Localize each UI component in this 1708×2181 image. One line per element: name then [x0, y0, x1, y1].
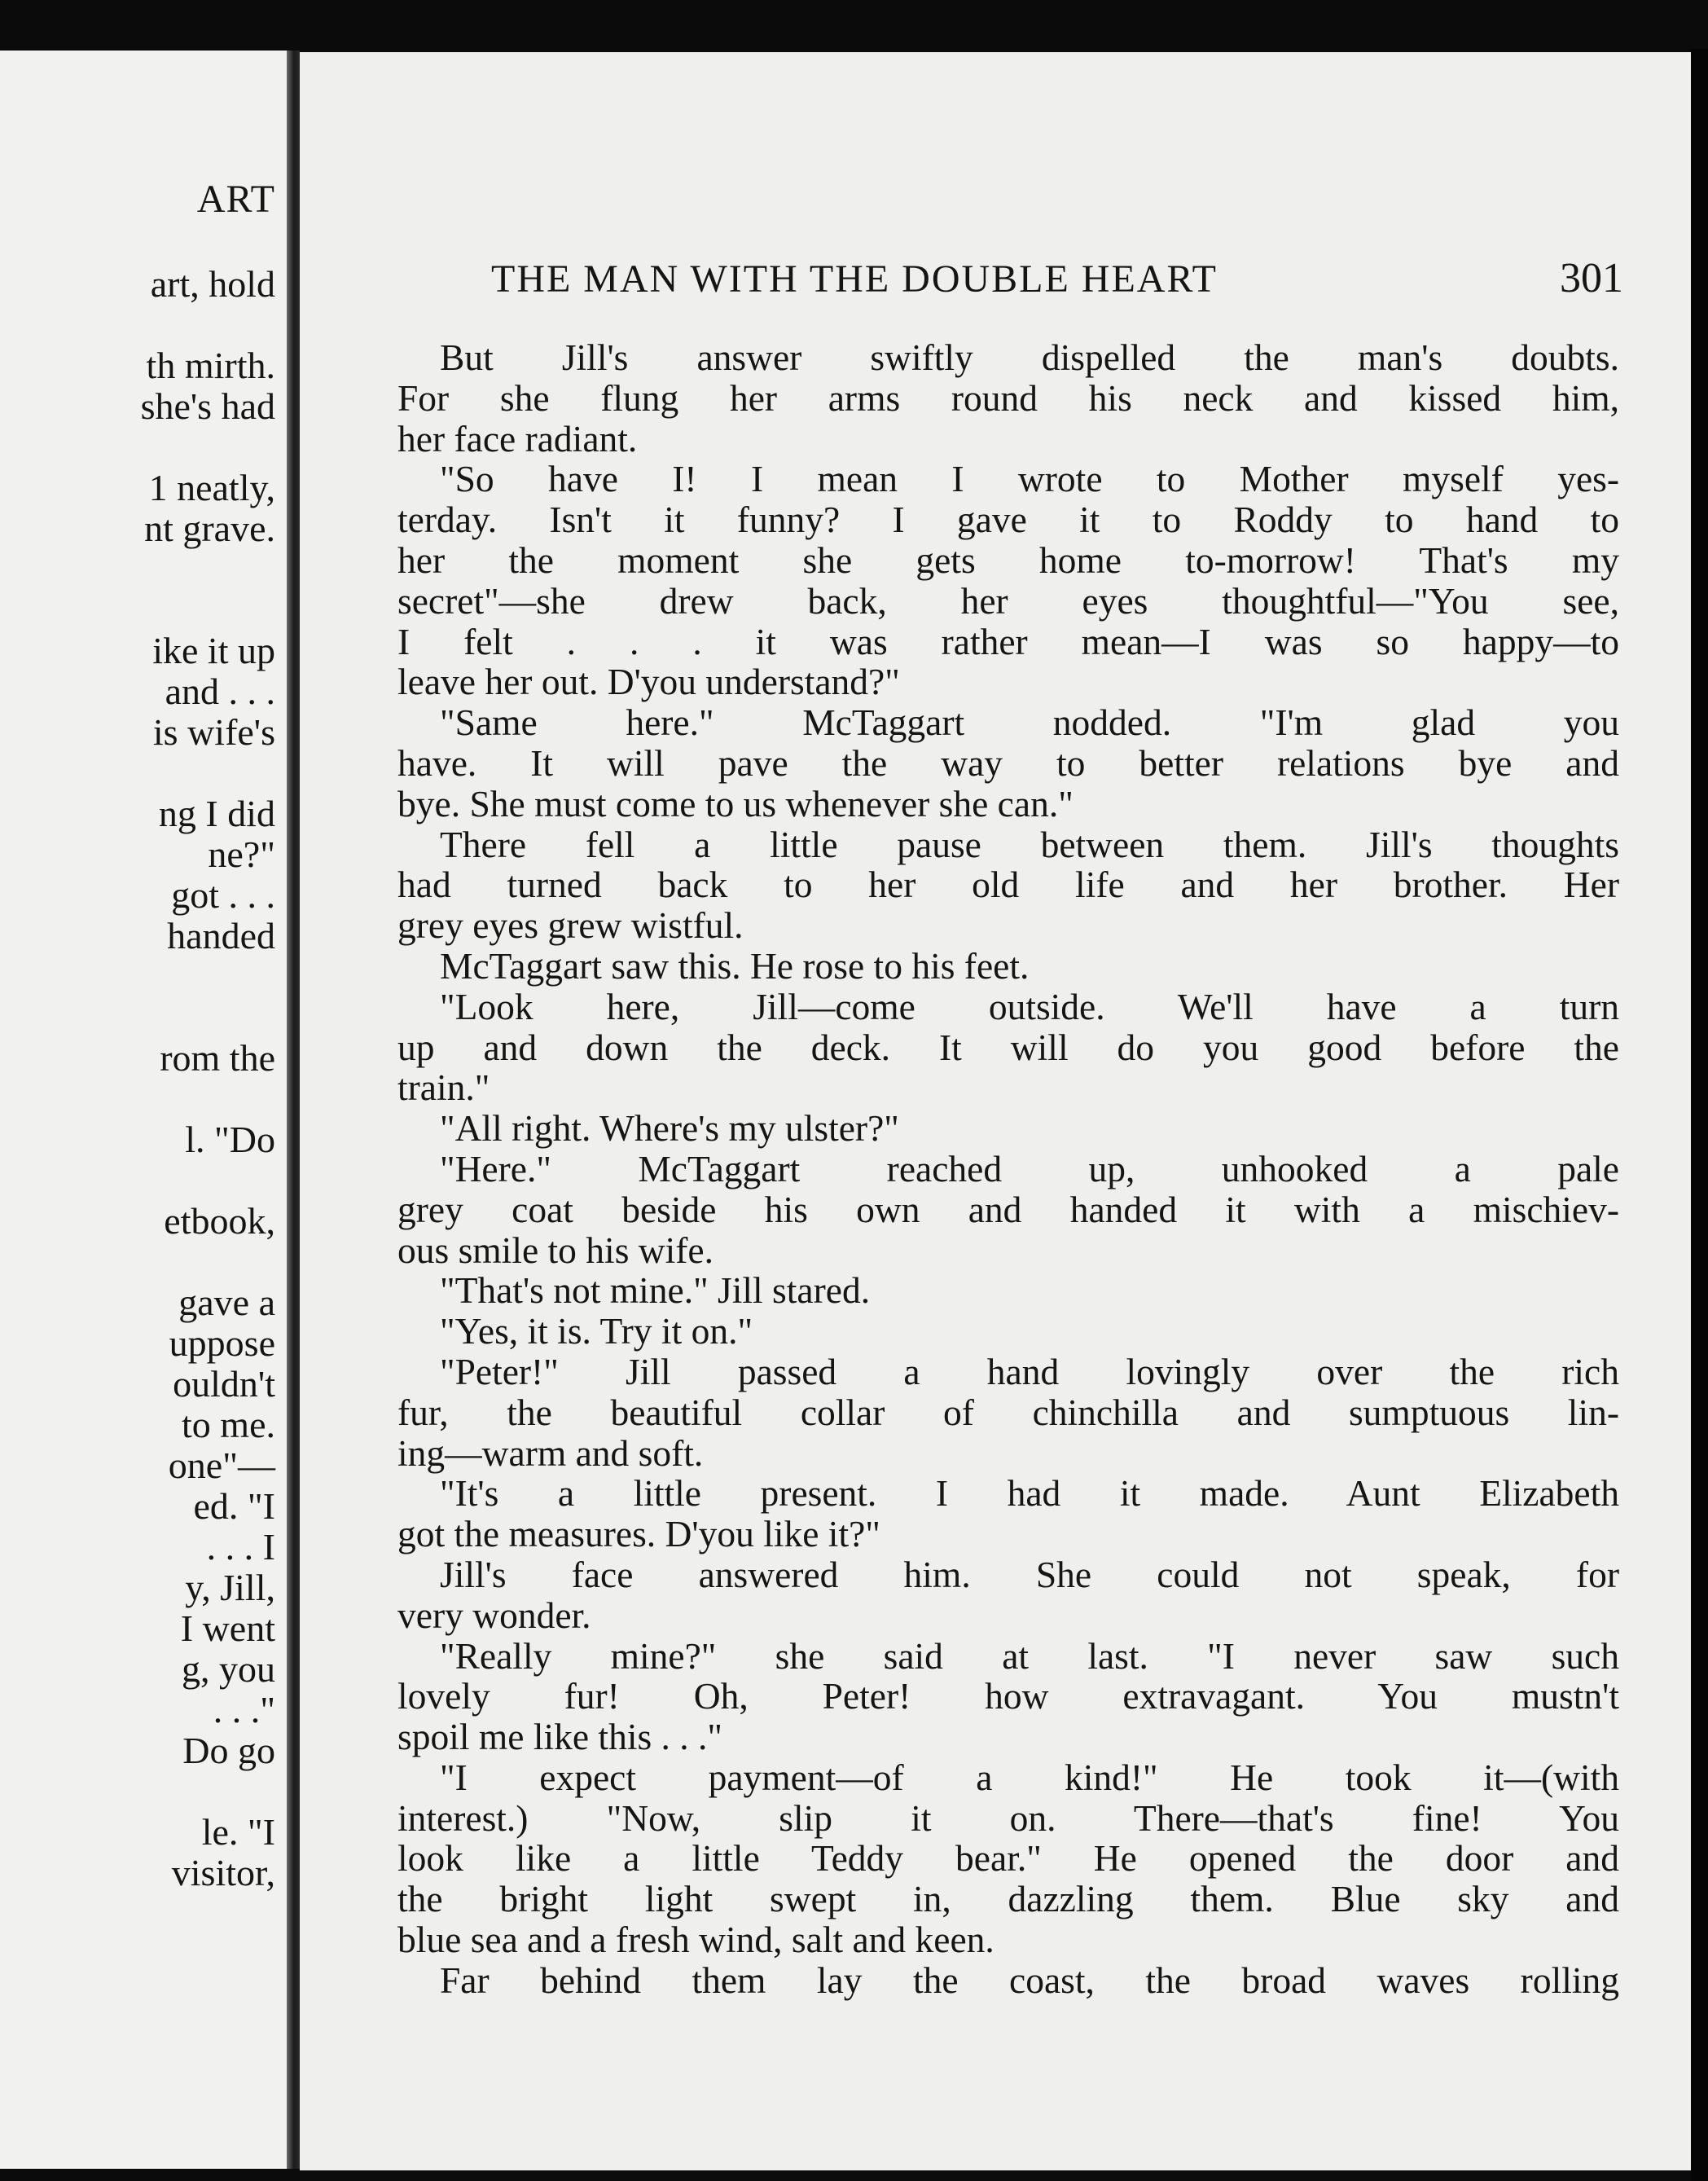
left-text-line: le. "I — [201, 1811, 275, 1853]
text-line: train." — [397, 1066, 490, 1109]
page-number: 301 — [1560, 255, 1623, 301]
text-line: Far behind them lay the coast, the broad waves rolling — [440, 1959, 1619, 2001]
left-running-head: ART — [196, 178, 275, 221]
left-text-line: g, you — [182, 1648, 275, 1690]
text-line: ing—warm and soft. — [397, 1431, 704, 1474]
left-text-line: got . . . — [171, 874, 275, 916]
left-text-line: and . . . — [165, 671, 275, 712]
left-text-line: to me. — [182, 1404, 275, 1445]
left-text-line: handed — [167, 915, 275, 956]
running-head-title: THE MAN WITH THE DOUBLE HEART — [491, 257, 1218, 301]
text-line: the bright light swept in, dazzling them. Blue sky and — [397, 1878, 1619, 1920]
text-line: look like a little Teddy bear." He opened the door and — [397, 1837, 1619, 1880]
scan-border — [1691, 49, 1708, 2181]
left-text-line: . . ." — [213, 1689, 275, 1730]
left-text-line: Do go — [182, 1730, 275, 1771]
text-line: up and down the deck. It will do you good before the — [397, 1026, 1619, 1068]
text-line: I felt . . . it was rather mean—I was so happy—to — [397, 620, 1619, 662]
left-text-line: one"— — [168, 1444, 275, 1486]
left-text-line: . . . I — [206, 1526, 275, 1568]
text-line: McTaggart saw this. He rose to his feet. — [440, 944, 1030, 987]
text-line: her the moment she gets home to-morrow! That's my — [397, 539, 1619, 581]
text-line: very wonder. — [397, 1594, 591, 1636]
left-text-line: etbook, — [164, 1200, 275, 1242]
text-line: There fell a little pause between them. Jill's thoughts — [440, 823, 1619, 865]
left-text-line: I went — [180, 1607, 275, 1649]
text-line: "Peter!" Jill passed a hand lovingly over the rich — [440, 1350, 1619, 1392]
left-text-line: visitor, — [171, 1852, 275, 1893]
running-head — [491, 254, 1623, 302]
text-line: grey coat beside his own and handed it with a mischiev- — [397, 1188, 1619, 1230]
left-text-line: ike it up — [152, 630, 275, 671]
text-line: got the measures. D'you like it?" — [397, 1513, 880, 1555]
left-text-line: 1 neatly, — [148, 467, 275, 508]
text-line: "It's a little present. I had it made. Aunt Elizabeth — [440, 1472, 1619, 1515]
book-page — [300, 52, 1691, 2170]
text-line: Jill's face answered him. She could not speak, for — [440, 1553, 1619, 1595]
text-line: ous smile to his wife. — [397, 1229, 713, 1271]
left-text-line: ng I did — [158, 793, 275, 834]
text-line: "Really mine?" she said at last. "I never saw such — [440, 1634, 1619, 1677]
text-line: terday. Isn't it funny? I gave it to Roddy to hand to — [397, 499, 1619, 541]
text-line: "Here." McTaggart reached up, unhooked a pale — [440, 1147, 1619, 1189]
left-text-line: ouldn't — [173, 1363, 275, 1405]
text-line: lovely fur! Oh, Peter! how extravagant. You mustn't — [397, 1675, 1619, 1717]
text-line: "Yes, it is. Try it on." — [440, 1310, 753, 1352]
text-line: interest.) "Now, slip it on. There—that's fine! You — [397, 1796, 1619, 1839]
left-text-line: ed. "I — [193, 1485, 275, 1527]
left-text-line: nt grave. — [144, 508, 275, 549]
left-text-line: art, hold — [150, 263, 275, 305]
text-line: "Look here, Jill—come outside. We'll have a turn — [440, 985, 1619, 1027]
left-text-line: th mirth. — [146, 345, 275, 386]
left-text-line: she's had — [140, 385, 275, 427]
text-line: spoil me like this . . ." — [397, 1716, 722, 1758]
left-page-fragment — [0, 51, 287, 2169]
text-line: grey eyes grew wistful. — [397, 904, 744, 947]
text-line: bye. She must come to us whenever she can." — [397, 782, 1074, 824]
text-line: "That's not mine." Jill stared. — [440, 1269, 871, 1312]
left-text-line: uppose — [169, 1322, 275, 1364]
text-line: "So have I! I mean I wrote to Mother myself yes- — [440, 458, 1619, 500]
text-line: But Jill's answer swiftly dispelled the man's doubts. — [440, 336, 1619, 378]
left-text-line: gave a — [178, 1282, 275, 1323]
left-text-line: l. "Do — [185, 1119, 275, 1160]
left-text-line: rom the — [160, 1037, 275, 1079]
text-line: "All right. Where's my ulster?" — [440, 1107, 899, 1150]
text-line: had turned back to her old life and her brother. Her — [397, 864, 1619, 906]
text-line: For she flung her arms round his neck and kissed him, — [397, 376, 1619, 419]
body-text — [397, 337, 1619, 2001]
text-line: have. It will pave the way to better relations bye and — [397, 741, 1619, 784]
text-line: blue sea and a fresh wind, salt and keen. — [397, 1919, 995, 1961]
text-line: leave her out. D'you understand?" — [397, 661, 900, 703]
book-gutter — [287, 51, 300, 2169]
text-line: her face radiant. — [397, 417, 638, 460]
text-line: "Same here." McTaggart nodded. "I'm glad you — [440, 701, 1619, 744]
text-line: secret"—she drew back, her eyes thoughtful—"You see, — [397, 579, 1619, 622]
left-text-line: is wife's — [152, 711, 275, 753]
text-line: "I expect payment—of a kind!" He took it—(with — [440, 1756, 1619, 1798]
left-text-line: y, Jill, — [185, 1567, 275, 1608]
text-line: fur, the beautiful collar of chinchilla and sumptuous lin- — [397, 1391, 1619, 1433]
left-text-line: ne?" — [208, 833, 275, 875]
